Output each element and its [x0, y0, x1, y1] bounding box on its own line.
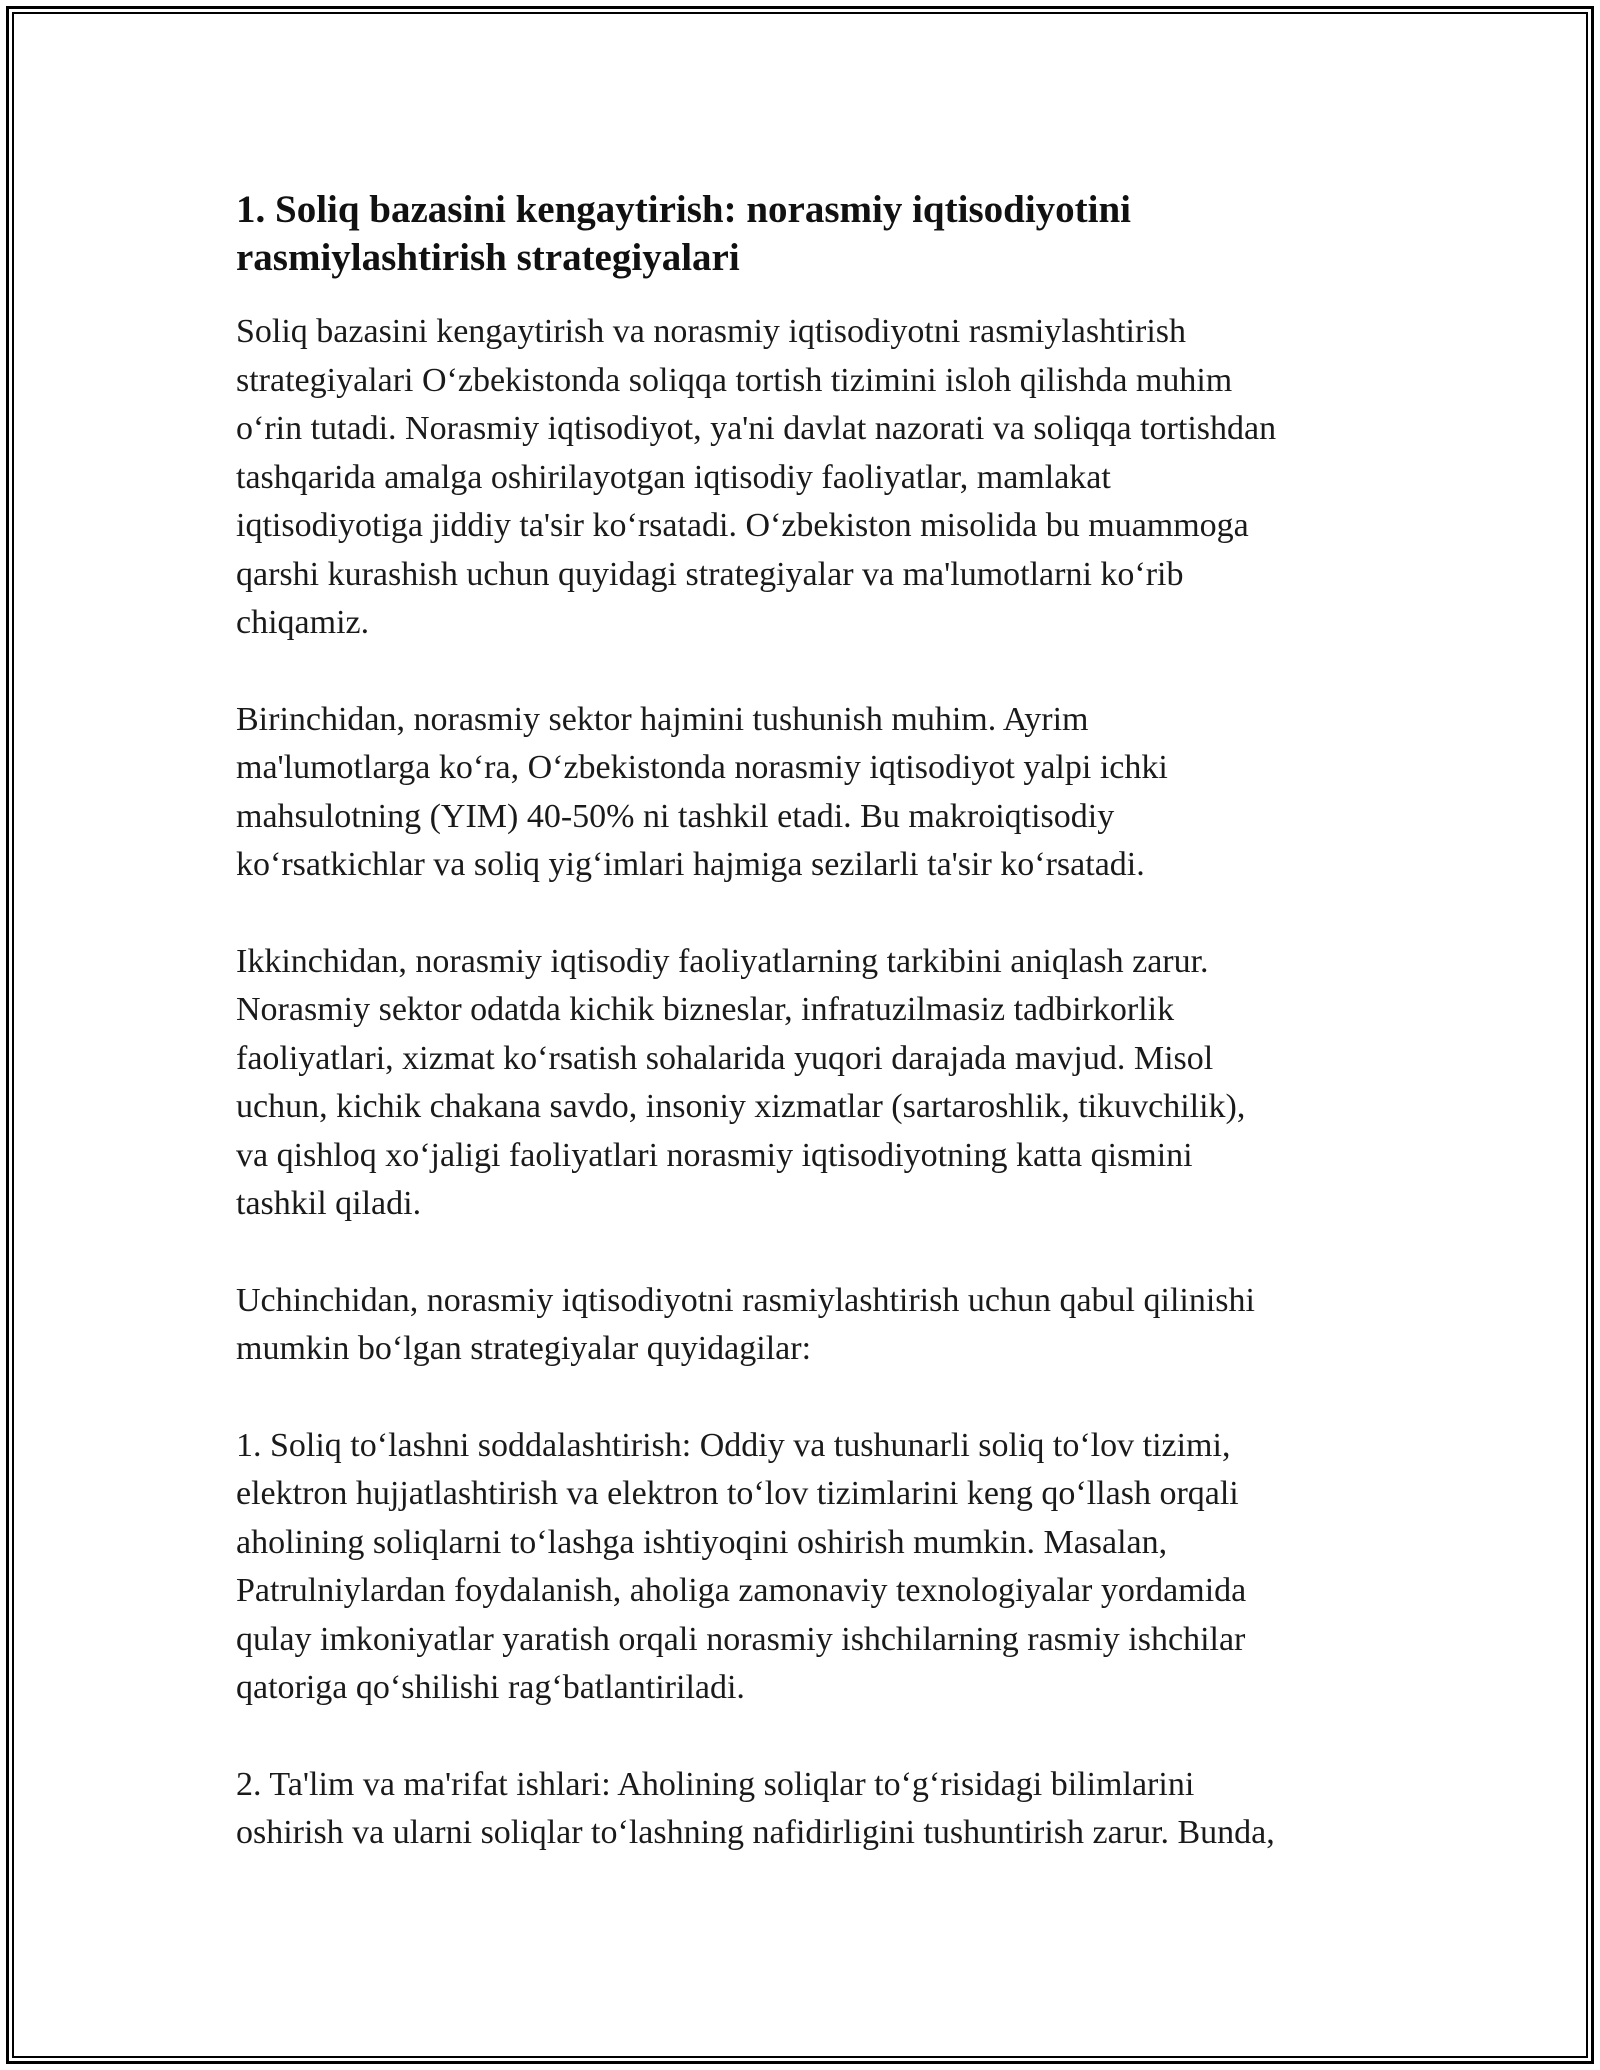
paragraph-second-point: Ikkinchidan, norasmiy iqtisodiy faoliyatlarning tarkibini aniqlash zarur. Norasmiy sektor odatda kichik bizneslar, infratuzilmasiz tadbirkorlik faoliyatlari, xizmat ko‘rsatish sohalarida yuqori darajada mavjud. Misol uchun, kichik chakana savdo, insoniy xizmatlar (sartaroshlik, tikuvchilik), va qishloq xo‘jaligi faoliyatlari norasmiy iqtisodiyotning katta qismini tashkil qiladi.	[236, 942, 1246, 1222]
paragraph-third-point: Uchinchidan, norasmiy iqtisodiyotni rasmiylashtirish uchun qabul qilinishi mumkin bo‘lgan strategiyalar quyidagilar:	[236, 1281, 1255, 1367]
list-item-strategy-2: 2. Ta'lim va ma'rifat ishlari: Aholining soliqlar to‘g‘risidagi bilimlarini oshirish va ularni soliqlar to‘lashning nafidirligini tushuntirish zarur. Bunda,	[236, 1765, 1275, 1851]
paragraph-intro: Soliq bazasini kengaytirish va norasmiy iqtisodiyotni rasmiylashtirish strategiyalari O‘zbekistonda soliqqa tortish tizimini isloh qilishda muhim o‘rin tutadi. Norasmiy iqtisodiyot, ya'ni davlat nazorati va soliqqa tortishdan tashqarida amalga oshirilayotgan iqtisodiy faoliyatlar, mamlakat iqtisodiyotiga jiddiy ta'sir ko‘rsatadi. O‘zbekiston misolida bu muammoga qarshi kurashish uchun quyidagi strategiyalar va ma'lumotlarni ko‘rib chiqamiz.	[236, 313, 1277, 641]
list-item-strategy-1: 1. Soliq to‘lashni soddalashtirish: Oddiy va tushunarli soliq to‘lov tizimi, elektron hujjatlashtirish va elektron to‘lov tizimlarini keng qo‘llash orqali aholining soliqlarni to‘lashga ishtiyoqini oshirish mumkin. Masalan, Patrulniylardan foydalanish, aholiga zamonaviy texnologiyalar yordamida qulay imkoniyatlar yaratish orqali norasmiy ishchilarning rasmiy ishchilar qatoriga qo‘shilishi rag‘batlantiriladi.	[236, 1426, 1247, 1706]
document-body	[236, 186, 1396, 1858]
paragraph-first-point: Birinchidan, norasmiy sektor hajmini tushunish muhim. Ayrim ma'lumotlarga ko‘ra, O‘zbekistonda norasmiy iqtisodiyot yalpi ichki mahsulotning (YIM) 40-50% ni tashkil etadi. Bu makroiqtisodiy ko‘rsatkichlar va soliq yig‘imlari hajmiga sezilarli ta'sir ko‘rsatadi.	[236, 700, 1168, 883]
section-heading: 1. Soliq bazasini kengaytirish: norasmiy iqtisodiyotini rasmiylashtirish strategiyalari	[236, 188, 1132, 279]
